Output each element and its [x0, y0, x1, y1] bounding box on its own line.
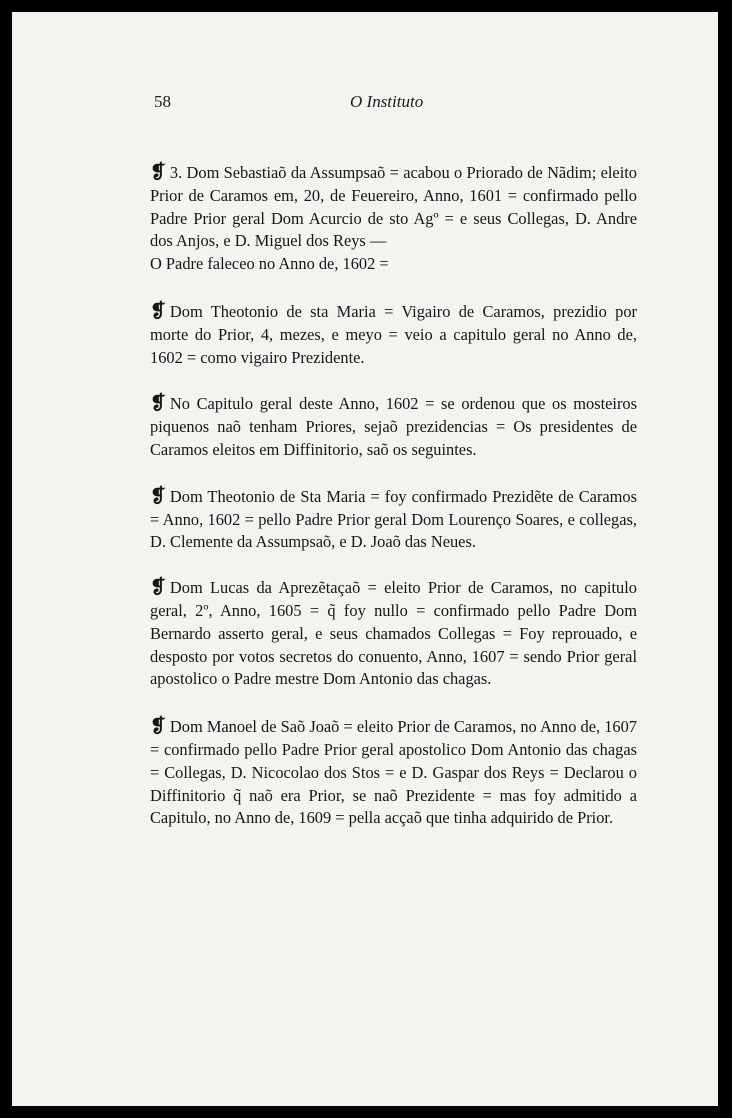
paragraph: [150, 301, 637, 369]
paragraph-text: 3. Dom Sebastiaõ da Assumpsaõ = acabou o Priorado de Nãdim; eleito Prior de Caramos em, 20, de Feuereiro, Anno, 1601 = confirmado pello Padre Prior geral Dom Acurcio de sto Agº = e seus Collegas, D. Andre dos Anjos, e D. Miguel dos Reys — O Padre faleceo no Anno de, 1602 =: [150, 163, 637, 274]
paragraph-text: Dom Lucas da Aprezẽtaçaõ = eleito Prior de Caramos, no capitulo geral, 2º, Anno, 1605 = q̃ foy nullo = confirmado pello Padre Dom Bernardo asserto geral, e seus chamados Collegas = Foy reprouado, e desposto por votos secretos do conuento, Anno, 1607 = sendo Prior geral apostolico o Padre mestre Dom Antonio das chagas.: [150, 578, 637, 689]
paragraph: [150, 486, 637, 554]
paragraph: [150, 716, 637, 830]
page-corner: [12, 12, 15, 15]
paragraph: [150, 577, 637, 691]
page-body: [150, 162, 637, 830]
paragraph-text: Dom Theotonio de sta Maria = Vigairo de Caramos, prezidio por morte do Prior, 4, mezes, e meyo = veio a capitulo geral no Anno de, 1602 = como vigairo Prezidente.: [150, 301, 637, 367]
paragraph-mark-icon: ❡: [150, 300, 166, 322]
running-title: O Instituto: [350, 92, 424, 111]
paragraph: [150, 162, 637, 276]
book-page: [12, 12, 718, 1106]
paragraph-mark-icon: ❡: [150, 577, 166, 599]
paragraph-mark-icon: ❡: [150, 485, 166, 507]
paragraph-mark-icon: ❡: [150, 393, 166, 415]
paragraph-text: Dom Theotonio de Sta Maria = foy confirmado Prezidẽte de Caramos = Anno, 1602 = pello Padre Prior geral Dom Lourenço Soares, e collegas, D. Clemente da Assumpsaõ, e D. Joaõ das Neues.: [150, 486, 637, 552]
paragraph-text: No Capitulo geral deste Anno, 1602 = se ordenou que os mosteiros piquenos naõ tenham Priores, sejaõ prezidencias = Os presidentes de Caramos eleitos em Diffinitorio, saõ os seguintes.: [150, 394, 637, 459]
running-header: [12, 92, 718, 118]
page-number: 58: [154, 92, 171, 111]
paragraph-mark-icon: ❡: [150, 716, 166, 738]
paragraph-mark-icon: ❡: [150, 162, 166, 183]
paragraph-text: Dom Manoel de Saõ Joaõ = eleito Prior de Caramos, no Anno de, 1607 = confirmado pello Padre Prior geral apostolico Dom Antonio das chagas = Collegas, D. Nicocolao dos Stos = e D. Gaspar dos Reys = Declarou o Diffinitorio q̃ naõ era Prior, se naõ Prezidente = mas foy admitido a Capitulo, no Anno de, 1609 = pella acçaõ que tinha adquirido de Prior.: [150, 717, 637, 828]
paragraph: [150, 393, 637, 461]
